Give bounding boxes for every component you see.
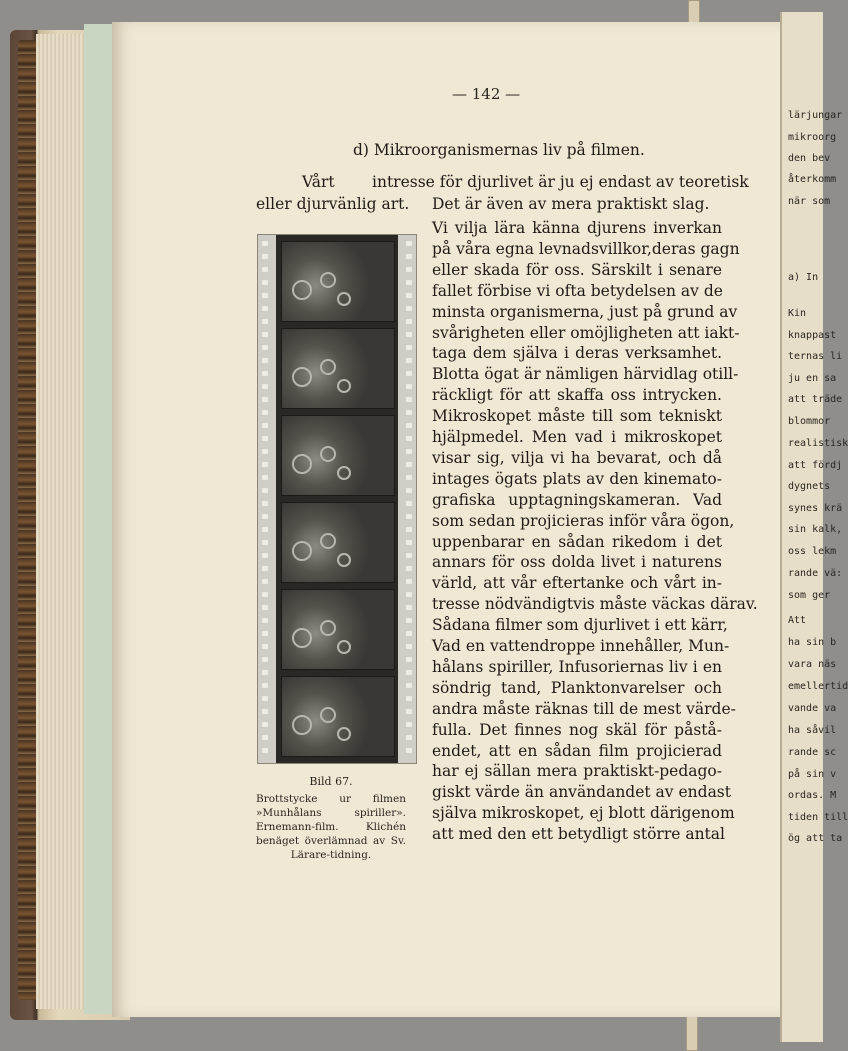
next-page-fragment: ha sin b (788, 637, 837, 648)
film-perforation (406, 644, 412, 649)
film-perforation (406, 423, 412, 428)
body-text-line: fulla. Det finnes nog skäl för påstå- (432, 720, 722, 739)
film-perforation (262, 722, 268, 727)
film-perforation (406, 553, 412, 558)
film-perforation (406, 566, 412, 571)
next-page-fragment: ju en sa (788, 373, 837, 384)
microorganism-shape (337, 292, 351, 306)
microorganism-shape (292, 280, 312, 300)
next-page-fragment: Kin (788, 308, 807, 319)
film-perforation (406, 358, 412, 363)
intro-line-2-left: eller djurvänlig art. (256, 195, 410, 213)
film-perforation (262, 345, 268, 350)
body-text-line: Vi vilja lära känna djurens inverkan (432, 219, 722, 237)
next-page-fragment: realistisk (788, 438, 848, 449)
film-perforation (262, 306, 268, 311)
body-text-line: endet, att en sådan film projicierad (432, 741, 722, 760)
next-page-fragment: vara näs (788, 659, 837, 670)
film-frame (281, 241, 395, 322)
next-page-fragment: oss lekm (788, 546, 837, 557)
film-perforation (406, 267, 412, 272)
next-page-fragment: att fördj (788, 460, 843, 471)
film-perforation (406, 683, 412, 688)
film-frame (281, 328, 395, 409)
film-perforation (262, 657, 268, 662)
next-page-fragment: den bev (788, 153, 831, 164)
film-perforation (262, 748, 268, 753)
microorganism-shape (320, 620, 336, 636)
next-page-fragment: ög att ta (788, 833, 843, 844)
film-perforation (262, 514, 268, 519)
intro-line-1-left: Vårt (302, 173, 335, 191)
body-text-line: Vad en vattendroppe innehåller, Mun- (432, 637, 730, 655)
microorganism-shape (337, 379, 351, 393)
next-page-fragment: när som (788, 196, 831, 207)
next-page-fragment: ordas. M (788, 790, 837, 801)
next-page-fragment: blommor (788, 416, 831, 427)
microorganism-shape (320, 707, 336, 723)
microorganism-shape (292, 715, 312, 735)
body-text-line: annars för oss dolda livet i naturens (432, 553, 722, 572)
film-perforation (262, 462, 268, 467)
film-perforation (262, 670, 268, 675)
next-page-edge (780, 12, 848, 1042)
body-text-line: hålans spiriller, Infusoriernas liv i en (432, 657, 722, 676)
microorganism-shape (337, 553, 351, 567)
film-perforation (406, 410, 412, 415)
body-text-line: fallet förbise vi ofta betydelsen av de (432, 281, 723, 300)
film-perforation (406, 371, 412, 376)
film-perforation (406, 618, 412, 623)
body-text-line: har ej sällan mera praktiskt-pedago- (432, 762, 722, 781)
microorganism-shape (320, 446, 336, 462)
film-perforation (406, 254, 412, 259)
page-tab-green (84, 24, 114, 1014)
film-perforation (262, 319, 268, 324)
section-heading: d) Mikroorganismernas liv på filmen. (353, 141, 645, 159)
body-text-line: taga dem själva i deras verksamhet. (432, 344, 722, 363)
next-page-fragment: ha såvil (788, 725, 837, 736)
microorganism-shape (292, 367, 312, 387)
film-perforation (406, 696, 412, 701)
film-perforation (262, 605, 268, 610)
film-perforation (406, 605, 412, 610)
caption-title: Bild 67. (309, 775, 353, 788)
film-frame (281, 415, 395, 496)
film-perforation (406, 657, 412, 662)
body-text-line: visar sig, vilja vi ha bevarat, och då (432, 448, 722, 467)
microorganism-shape (292, 541, 312, 561)
film-perforation (406, 319, 412, 324)
body-text-line: att med den ett betydligt större antal (432, 825, 725, 844)
film-perforation (262, 618, 268, 623)
body-text-line: värld, att vår eftertanke och vårt in- (432, 574, 722, 593)
film-perforation (262, 254, 268, 259)
film-frame (281, 676, 395, 757)
film-perforation (406, 514, 412, 519)
film-perforation (262, 501, 268, 506)
film-perforation (262, 696, 268, 701)
film-perforation (406, 501, 412, 506)
film-frame (281, 589, 395, 670)
book-spine (18, 40, 38, 1000)
film-perforation (406, 709, 412, 714)
next-page-fragment: tiden till (788, 812, 848, 823)
body-text-line: hjälpmedel. Men vad i mikroskopet (432, 428, 722, 446)
film-perforation (406, 488, 412, 493)
film-perforation (406, 527, 412, 532)
film-perforation (406, 293, 412, 298)
film-perforation (406, 449, 412, 454)
film-perforation (262, 358, 268, 363)
film-perforation (262, 241, 268, 246)
body-text-line: tresse nödvändigtvis måste väckas därav. (432, 595, 758, 614)
film-perforation (262, 436, 268, 441)
body-text-line: giskt värde än användandet av endast (432, 783, 731, 802)
film-perforation (262, 631, 268, 636)
caption-text: Brottstycke ur filmen »Munhålans spiriller». Ernemann-film. Klichén benäget överlämnad av Sv. Lärare-tidning. (256, 793, 406, 861)
next-page-fragment: ternas li (788, 351, 843, 362)
bookmark-ribbon-top (688, 0, 700, 24)
microorganism-shape (292, 454, 312, 474)
film-perforation (262, 540, 268, 545)
film-perforation (262, 384, 268, 389)
film-perforation (406, 384, 412, 389)
intro-line-1-right: intresse för djurlivet är ju ej endast av teoretisk (372, 173, 749, 191)
film-perforation (406, 345, 412, 350)
film-perforation (406, 436, 412, 441)
film-perforation (262, 592, 268, 597)
film-perforation (262, 449, 268, 454)
next-page-fragment: a) In (788, 272, 819, 283)
figure-caption (256, 775, 406, 862)
body-text-line: eller skada för oss. Särskilt i senare (432, 260, 722, 279)
film-perforation (406, 631, 412, 636)
film-perforation (406, 722, 412, 727)
film-perforation (262, 566, 268, 571)
next-page-fragment: knappast (788, 330, 837, 341)
film-perforation (406, 280, 412, 285)
intro-line-2-right: Det är även av mera praktiskt slag. (432, 195, 710, 213)
next-page-fragment: att träde (788, 394, 843, 405)
body-text-line: grafiska upptagningskameran. Vad (432, 490, 722, 509)
film-perforation (262, 579, 268, 584)
microorganism-shape (320, 533, 336, 549)
film-perforation (262, 709, 268, 714)
film-perforation (262, 488, 268, 493)
body-text-line: andra måste räknas till de mest värde- (432, 699, 736, 718)
microorganism-shape (320, 359, 336, 375)
next-page-fragment: synes krä (788, 503, 843, 514)
film-perforation (406, 735, 412, 740)
film-perforation (262, 410, 268, 415)
body-text-line: svårigheten eller omöjligheten att iakt- (432, 323, 740, 342)
next-page-fragment: rande sc (788, 747, 837, 758)
film-perforation (262, 735, 268, 740)
next-page-fragment: återkomm (788, 174, 837, 185)
film-perforation (406, 748, 412, 753)
body-text-line: Sådana filmer som djurlivet i ett kärr, (432, 616, 728, 635)
next-page-fragment: emellertid (788, 681, 848, 692)
film-perforation (262, 397, 268, 402)
microorganism-shape (337, 640, 351, 654)
film-perforation (406, 462, 412, 467)
next-page-fragment: vande va (788, 703, 837, 714)
next-page-fragment: lärjungar (788, 110, 843, 121)
next-page-fragment: Att (788, 615, 807, 626)
body-text-line: intages ögats plats av den kinemato- (432, 469, 722, 488)
next-page-fragment: som ger (788, 590, 831, 601)
microorganism-shape (320, 272, 336, 288)
body-text-line: minsta organismerna, just på grund av (432, 302, 738, 321)
film-perforation (262, 280, 268, 285)
film-perforation (406, 540, 412, 545)
microorganism-shape (292, 628, 312, 648)
film-perforation (262, 267, 268, 272)
film-perforation (262, 371, 268, 376)
next-page-fragment: dygnets (788, 481, 831, 492)
film-strip-illustration (257, 234, 417, 764)
next-page-fragment: på sin v (788, 769, 837, 780)
film-frame (281, 502, 395, 583)
film-perforation (262, 527, 268, 532)
body-text-line: söndrig tand, Planktonvarelser och (432, 678, 722, 697)
film-perforation (406, 397, 412, 402)
film-perforation (262, 644, 268, 649)
film-perforation (262, 423, 268, 428)
next-page-fragment: rande vä: (788, 568, 843, 579)
body-text-line: själva mikroskopet, ej blott därigenom (432, 804, 735, 823)
body-text-line: på våra egna levnadsvillkor,deras gagn (432, 239, 740, 258)
microorganism-shape (337, 466, 351, 480)
body-text-line: Mikroskopet måste till som tekniskt (432, 407, 722, 426)
film-perforation (406, 475, 412, 480)
body-text-line: Blotta ögat är nämligen härvidlag otill- (432, 365, 739, 384)
film-perforation (262, 332, 268, 337)
film-perforation (262, 475, 268, 480)
film-perforation (406, 306, 412, 311)
film-perforation (406, 241, 412, 246)
body-text-line: uppenbarar en sådan rikedom i det (432, 532, 722, 551)
page-number: — 142 — (452, 85, 521, 103)
next-page-fragment: mikroorg (788, 132, 837, 143)
microorganism-shape (337, 727, 351, 741)
film-perforation (406, 579, 412, 584)
film-perforation (262, 553, 268, 558)
body-text-line: räckligt för att skaffa oss intrycken. (432, 386, 722, 405)
film-perforation (262, 293, 268, 298)
film-perforation (406, 332, 412, 337)
film-perforation (406, 592, 412, 597)
next-page-fragment: sin kalk, (788, 524, 843, 535)
film-perforation (262, 683, 268, 688)
body-text-line: som sedan projicieras inför våra ögon, (432, 511, 735, 530)
film-strip (276, 235, 398, 763)
film-perforation (406, 670, 412, 675)
